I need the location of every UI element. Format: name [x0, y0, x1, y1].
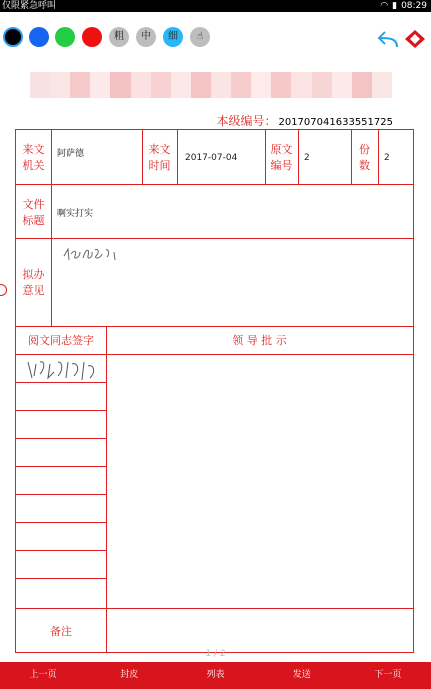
opinion-handwriting: [62, 244, 122, 266]
prev-page-button[interactable]: 上一页: [29, 670, 57, 680]
pen-medium-button[interactable]: 中: [136, 27, 156, 47]
from-time-label: 来文 时间: [148, 143, 171, 172]
wifi-icon: ◠: [380, 1, 389, 11]
hand-touch-icon: ☝: [196, 31, 204, 42]
eraser-icon[interactable]: [404, 29, 426, 49]
copies-value: 2: [384, 153, 390, 163]
status-bar: [0, 0, 431, 12]
footer-nav: [0, 662, 431, 689]
send-button[interactable]: 发送: [292, 670, 311, 680]
serial-label: 本级编号：: [216, 114, 277, 128]
opinion-label: 拟办 意见: [22, 268, 45, 297]
from-org-value: 阿萨德: [57, 149, 85, 159]
hand-touch-button[interactable]: [190, 27, 210, 47]
side-drag-handle[interactable]: [0, 284, 7, 296]
pen-toolbar: [0, 12, 431, 46]
color-swatch-black[interactable]: [3, 27, 23, 47]
serial-value: 201707041633551725: [278, 117, 393, 128]
orig-no-value: 2: [304, 153, 310, 163]
undo-icon[interactable]: [377, 29, 399, 49]
color-swatch-red[interactable]: [82, 27, 102, 47]
cover-button[interactable]: 封皮: [120, 670, 139, 680]
battery-icon: ▮: [392, 1, 398, 11]
leader-label: 领 导 批 示: [232, 334, 287, 347]
from-time-value: 2017-07-04: [185, 153, 238, 163]
serial-number: [216, 112, 393, 129]
copies-label: 份 数: [359, 143, 370, 172]
color-swatch-blue[interactable]: [29, 27, 49, 47]
title-value: 啊实打实: [57, 209, 94, 219]
document-form: [15, 129, 414, 653]
color-swatch-green[interactable]: [55, 27, 75, 47]
pen-thin-button[interactable]: 细: [163, 27, 183, 47]
redacted-header: [30, 72, 392, 98]
next-page-button[interactable]: 下一页: [374, 670, 402, 680]
pen-thick-button[interactable]: 粗: [109, 27, 129, 47]
from-org-label: 来文 机关: [22, 143, 45, 172]
status-time: 08:29: [401, 1, 427, 11]
read-sign-label: 阅文同志签字: [28, 334, 94, 347]
page-indicator: 1 / 2: [205, 649, 226, 659]
status-right: [380, 0, 427, 12]
list-button[interactable]: 列表: [206, 670, 225, 680]
reader-signature: [24, 358, 104, 382]
status-left-text: 仅限紧急呼叫: [2, 1, 57, 11]
orig-no-label: 原文 编号: [270, 143, 293, 172]
remarks-label: 备注: [50, 625, 72, 638]
title-label: 文件 标题: [22, 198, 45, 227]
